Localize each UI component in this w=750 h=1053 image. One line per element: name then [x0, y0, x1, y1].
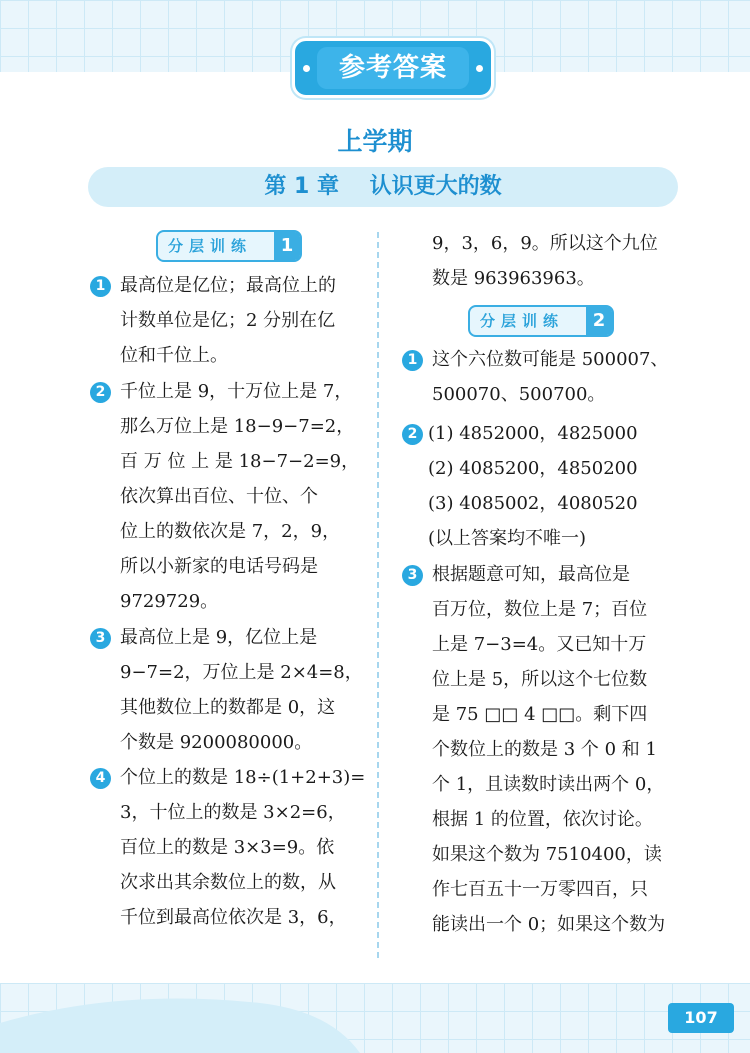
answer-line: 位上是 5，所以这个七位数: [432, 669, 648, 690]
answer-line: 依次算出百位、十位、个: [120, 486, 318, 507]
question-number-4: 4: [90, 768, 111, 789]
question-number-3: 3: [90, 628, 111, 649]
answer-title: 参考答案: [317, 47, 469, 89]
bottom-wave-decoration: [0, 983, 750, 1053]
chapter-title: 第 1 章 认识更大的数: [264, 174, 502, 199]
question-number-2: 2: [402, 424, 423, 445]
answer-line: 百位上的数是 3×3=9。依: [120, 837, 335, 858]
section-tag-number: 1: [274, 232, 300, 260]
answer-line: 这个六位数可能是 500007、: [432, 349, 669, 370]
answer-line: 3，十位上的数是 3×2=6，: [120, 802, 346, 823]
answer-line: (2) 4085200，4850200: [428, 458, 638, 479]
answer-line: 最高位上是 9，亿位上是: [120, 627, 318, 648]
answer-line: 个位上的数是 18÷(1+2+3)=: [120, 767, 366, 788]
answer-line: 千位到最高位依次是 3，6，: [120, 907, 347, 928]
answer-line: 个 1，且读数时读出两个 0，: [432, 774, 665, 795]
answer-line: (以上答案均不唯一): [428, 528, 587, 549]
answer-line: 计数单位是亿；2 分别在亿: [120, 310, 336, 331]
page-number: 107: [668, 1003, 734, 1033]
answer-line: 根据题意可知，最高位是: [432, 564, 630, 585]
question-number-2: 2: [90, 382, 111, 403]
answer-line: 是 75 □□ 4 □□。剩下四: [432, 704, 648, 725]
section-tag-label: 分层训练: [480, 312, 565, 330]
answer-line: 位和千位上。: [120, 345, 228, 366]
badge-dot-right: [476, 65, 483, 72]
answer-line: 9729729。: [120, 591, 219, 612]
answer-line: 最高位是亿位；最高位上的: [120, 275, 336, 296]
answer-line: 百 万 位 上 是 18−7−2=9，: [120, 451, 360, 472]
section-tag-1: [156, 230, 302, 262]
answer-line: 个数是 9200080000。: [120, 732, 313, 753]
answer-line: 位上的数依次是 7，2，9，: [120, 521, 341, 542]
answer-line: (3) 4085002，4080520: [428, 493, 638, 514]
question-number-3: 3: [402, 565, 423, 586]
answer-line: 上是 7−3=4。又已知十万: [432, 634, 647, 655]
answer-line: 如果这个数为 7510400，读: [432, 844, 662, 865]
chapter-bar: [88, 167, 678, 207]
answer-line: 数是 963963963。: [432, 268, 595, 289]
answer-line: 所以小新家的电话号码是: [120, 556, 318, 577]
answer-line: 9，3，6，9。所以这个九位: [432, 233, 658, 254]
answer-line: 根据 1 的位置，依次讨论。: [432, 809, 653, 830]
question-number-1: 1: [90, 276, 111, 297]
answer-line: (1) 4852000，4825000: [428, 423, 638, 444]
answer-line: 9−7=2，万位上是 2×4=8，: [120, 662, 363, 683]
answer-line: 百万位，数位上是 7；百位: [432, 599, 648, 620]
answer-line: 作七百五十一万零四百，只: [432, 879, 648, 900]
question-number-1: 1: [402, 350, 423, 371]
answer-line: 其他数位上的数都是 0，这: [120, 697, 336, 718]
answer-line: 个数位上的数是 3 个 0 和 1: [432, 739, 657, 760]
answer-line: 500070、500700。: [432, 384, 606, 405]
answer-line: 那么万位上是 18−9−7=2，: [120, 416, 355, 437]
column-divider: [377, 232, 379, 958]
semester-heading: 上学期: [337, 127, 413, 156]
section-tag-number: 2: [586, 307, 612, 335]
badge-dot-left: [303, 65, 310, 72]
section-tag-label: 分层训练: [168, 237, 253, 255]
answer-line: 能读出一个 0；如果这个数为: [432, 914, 666, 935]
answer-title-badge: [292, 38, 494, 98]
answer-line: 千位上是 9，十万位上是 7，: [120, 381, 353, 402]
section-tag-2: [468, 305, 614, 337]
answer-line: 次求出其余数位上的数，从: [120, 872, 336, 893]
